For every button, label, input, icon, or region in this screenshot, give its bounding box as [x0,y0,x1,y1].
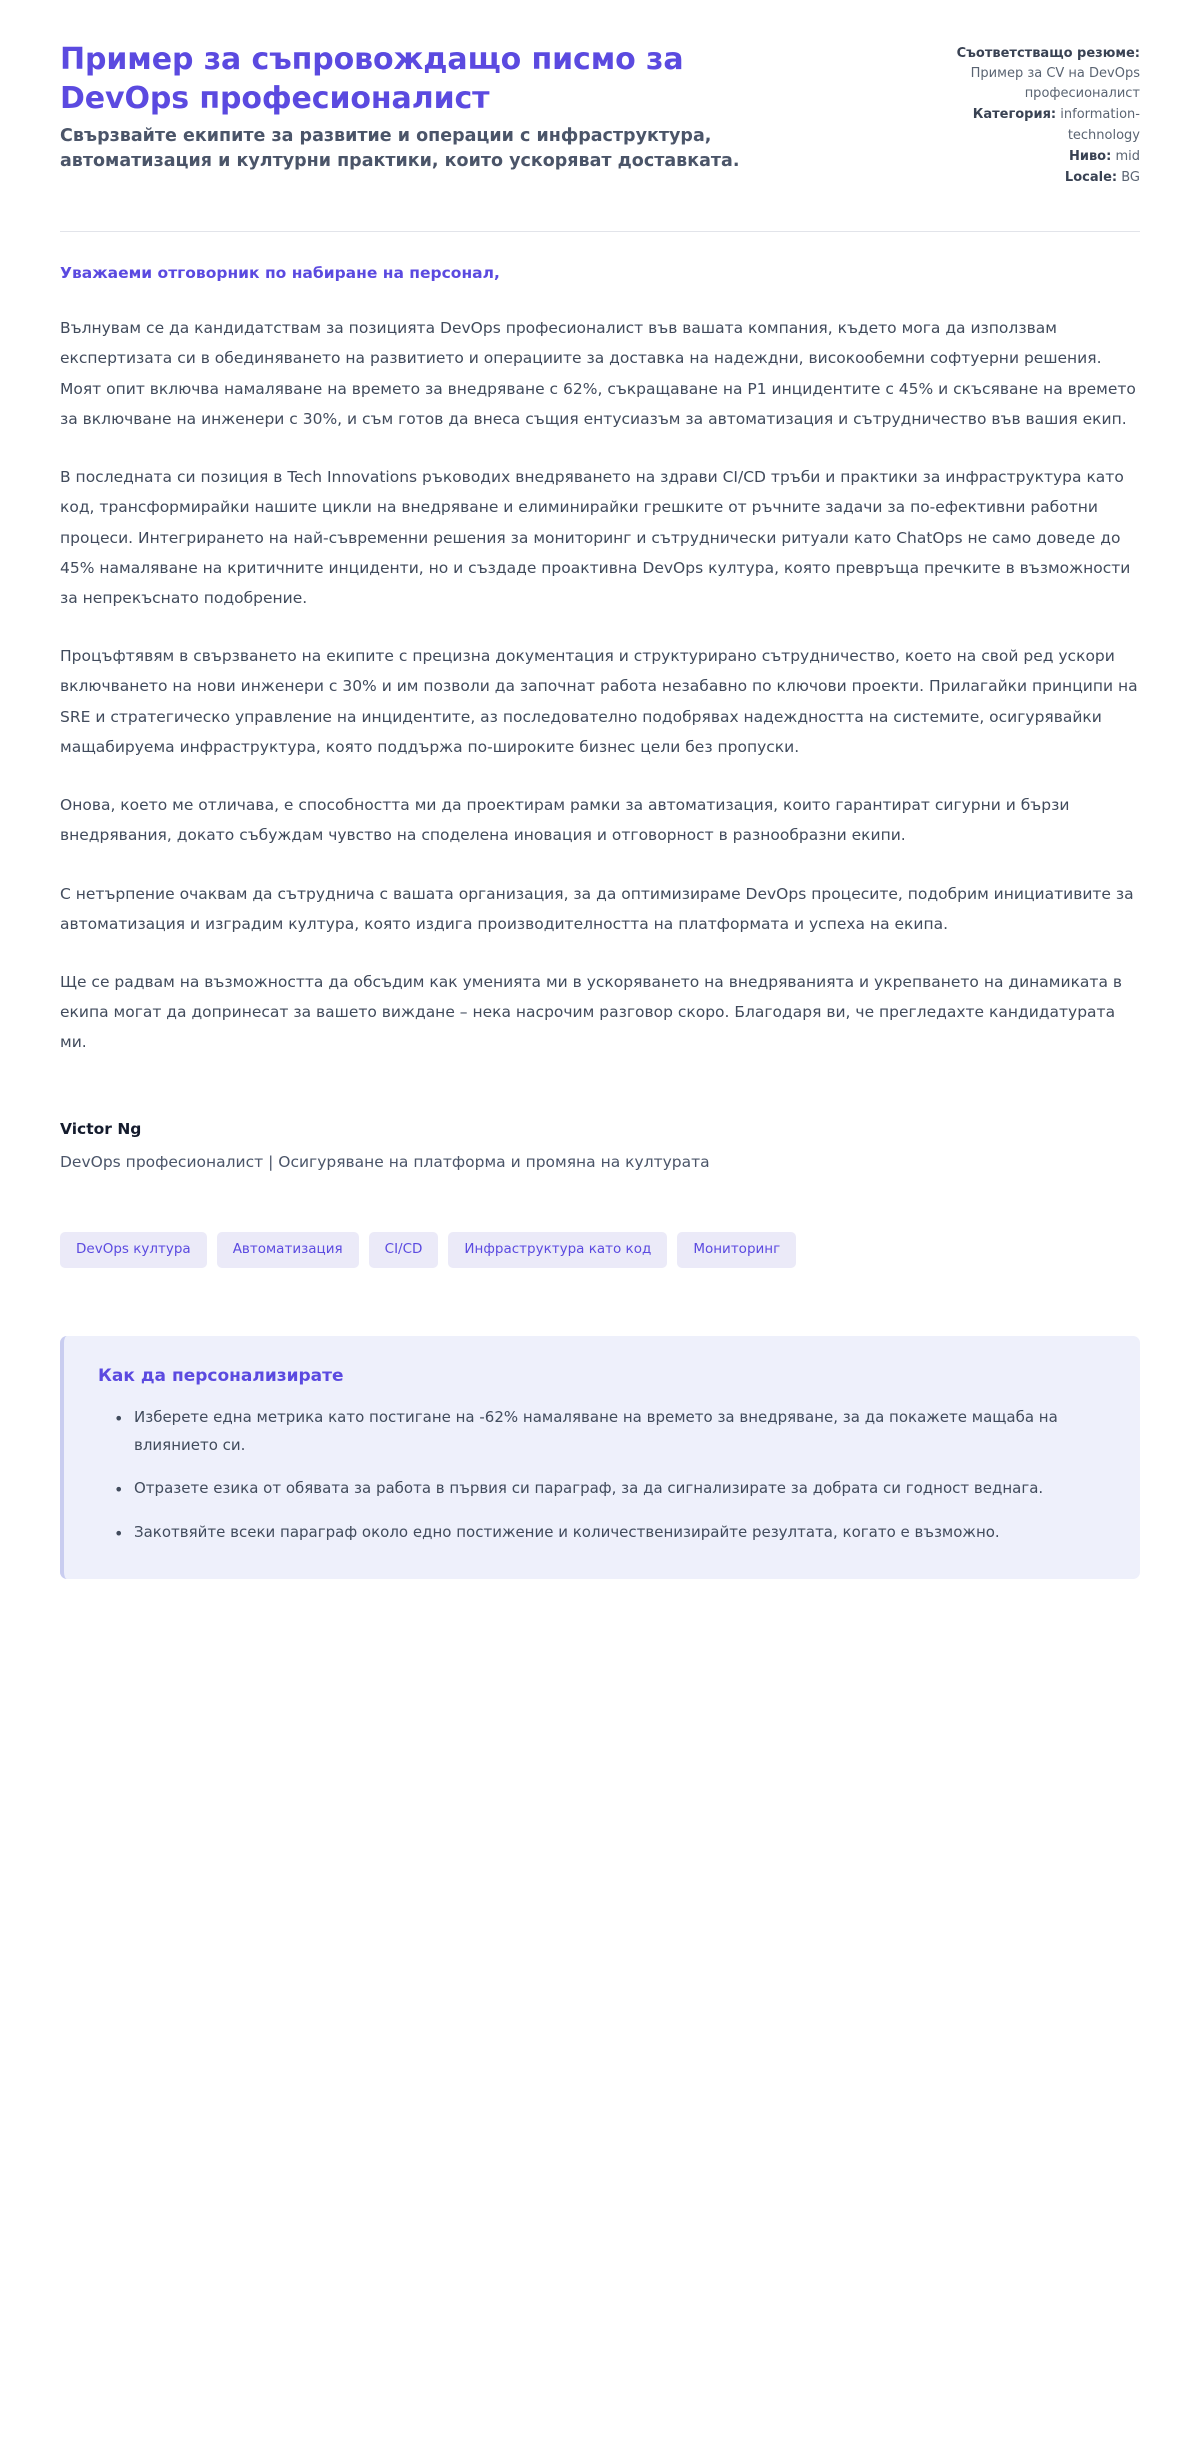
tag-chip[interactable]: Мониторинг [677,1232,796,1268]
letter-paragraph: Процъфтявям в свързването на екипите с прецизна документация и структурирано сътрудничество, което на свой ред ускори включването на нови инженери с 30% и им позволи да започнат работа незабавно по ключови проекти. Прилагайки принципи на SRE и стратегическо управление на инцидентите, аз последователно подобрявах надеждността на системите, осигурявайки мащабируема инфраструктура, която поддържа по-широките бизнес цели без пропуски. [60,647,1138,756]
callout-list [98,1404,1106,1547]
meta-row-matching-resume [915,44,1140,104]
letter-body [60,232,1140,1058]
meta-row-locale [915,168,1140,188]
letter-paragraph: В последната си позиция в Tech Innovations ръководих внедряването на здрави CI/CD тръби и практики за инфраструктура като код, трансформирайки нашите цикли на внедряване и елиминирайки грешките от ръчните задачи за по-ефективни работни процеси. Интегрирането на най-съвременни решения за мониторинг и сътруднически ритуали като ChatOps не само доведе до 45% намаляване на критичните инциденти, но и създаде проактивна DevOps култура, която превръща пречките в възможности за непрекъснато подобрение. [60,468,1131,607]
meta-row-level [915,147,1140,167]
letter-signature [60,1120,1140,1175]
page-title: Пример за съпровождащо писмо за DevOps професионалист [60,42,684,116]
callout-list-item: • Закотвяйте всеки параграф около едно постижение и количественизирайте резултата, когато е възможно. [120,1519,1106,1547]
tag-list [60,1232,1140,1268]
meta-label-matching-resume: Съответстващо резюме: [956,46,1140,61]
meta-value-locale: BG [1121,169,1140,185]
letter-paragraph: Ще се радвам на възможността да обсъдим как уменията ми в ускоряването на внедряванията и укрепването на динамиката в екипа могат да допринесат за вашето виждане – нека насрочим разговор скоро. Благодаря ви, че прегледахте кандидатурата ми. [60,972,1123,1052]
callout-list-item: • Изберете една метрика като постигане на -62% намаляване на времето за внедряване, за да покажете мащаба на влиянието си. [120,1404,1106,1460]
page-subtitle: Свързвайте екипите за развитие и операции с инфраструктура, автоматизация и културни практики, които ускоряват доставката. [60,126,740,171]
document-header [60,40,1140,189]
signature-name: Victor Ng [60,1119,142,1138]
tag-chip[interactable]: Инфраструктура като код [448,1232,667,1268]
meta-label-category: Категория: [972,107,1057,123]
tag-chip[interactable]: DevOps култура [60,1232,207,1268]
header-text-block [60,40,740,174]
meta-label-level: Ниво: [1068,148,1112,164]
letter-salutation: Уважаеми отговорник по набиране на персонал, [60,263,500,282]
personalization-callout [60,1336,1140,1579]
tag-chip[interactable]: CI/CD [369,1232,439,1268]
signature-role: DevOps професионалист | Осигуряване на платформа и промяна на културата [60,1152,710,1171]
callout-title: Как да персонализирате [98,1365,344,1386]
letter-paragraph: С нетърпение очаквам да сътруднича с вашата организация, за да оптимизираме DevOps процесите, подобрим инициативите за автоматизация и изградим култура, която издига производителността на платформата и успеха на екипа. [60,884,1134,933]
meta-label-locale: Locale: [1064,169,1118,185]
meta-value-category: information-technology [1060,107,1140,143]
document-metadata [915,40,1140,189]
meta-row-category [915,105,1140,145]
callout-list-item: • Отразете езика от обявата за работа в първия си параграф, за да сигнализирате за добрата си годност веднага. [120,1475,1106,1503]
letter-paragraph: Онова, което ме отличава, е способността ми да проектирам рамки за автоматизация, които гарантират сигурни и бързи внедрявания, докато събуждам чувство на споделена иновация и отговорност в разнообразни екипи. [60,796,1070,845]
letter-paragraph: Вълнувам се да кандидатствам за позицията DevOps професионалист във вашата компания, където мога да използвам експертизата си в обединяването на развитието и операциите за доставка на надеждни, високообемни софтуерни решения. Моят опит включва намаляване на времето за внедряване с 62%, съкращаване на P1 инцидентите с 45% и скъсяване на времето за включване на инженери с 30%, и съм готов да внеса същия ентусиазъм за автоматизация и сътрудничество във вашия екип. [60,319,1136,428]
meta-value-matching-resume: Пример за CV на DevOps професионалист [970,66,1140,102]
tag-chip[interactable]: Автоматизация [217,1232,359,1268]
meta-value-level: mid [1115,148,1140,164]
